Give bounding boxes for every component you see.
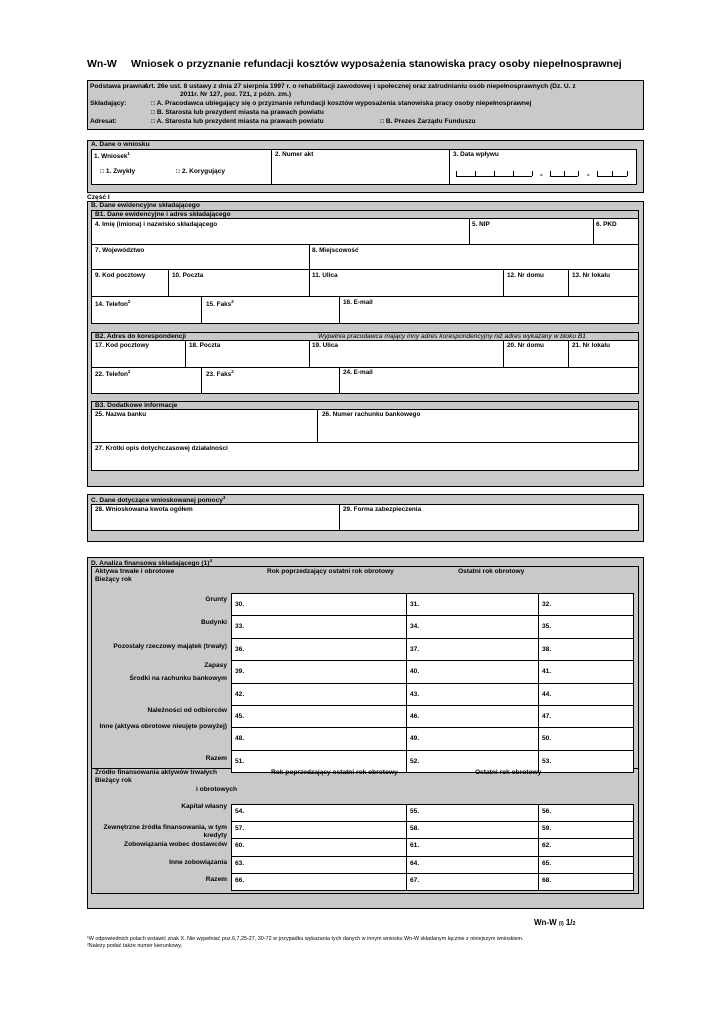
financing-cell-number: 68. xyxy=(542,876,552,884)
footnote-1: ¹W odpowiednich polach wstawić znak X. Nie wypełniać poz.6,7,25-27, 30-72 w przypadku wykazania tych danych w innym wniosku Wn-W składanym łącznie z niniejszym wnioskiem. xyxy=(87,936,524,942)
field-28-label: 28. Wnioskowana kwota ogółem xyxy=(95,506,193,513)
assets-cell[interactable] xyxy=(406,615,539,638)
assets-cell-number: 31. xyxy=(410,601,420,608)
financing-cell-number: 59. xyxy=(542,825,552,833)
financing-current-year: Bieżący rok xyxy=(95,777,132,784)
assets-cell-number: 50. xyxy=(542,735,552,743)
assets-cell-number: 51. xyxy=(235,757,245,765)
field-17-label: 17. Kod pocztowy xyxy=(95,342,149,349)
voivodeship-input[interactable] xyxy=(93,255,308,268)
section-b1-title: B1. Dane ewidencyjne i adres składającego xyxy=(92,211,638,219)
financing-cell[interactable] xyxy=(538,821,634,839)
assets-row-label: Budynki xyxy=(200,619,227,627)
assets-row-label: Należności od odbiorców xyxy=(147,707,227,714)
legal-basis-text: Art. 26e ust. 8 ustawy z dnia 27 sierpnia 1997 r. o rehabilitacji zawodowej i społecznej oraz zatrudnianiu osób niepełnosprawnych (Dz. U. z xyxy=(144,83,576,90)
assets-cell[interactable] xyxy=(406,705,539,728)
section-d xyxy=(87,557,644,909)
legal-basis-block xyxy=(87,80,644,130)
part-1-label: Część I xyxy=(87,194,110,201)
assets-row-label: Razem xyxy=(205,754,227,762)
correspondence-fax-input[interactable] xyxy=(202,377,338,392)
assets-col-previous-year: Rok poprzedzający ostatni rok obrotowy xyxy=(267,568,394,575)
section-c xyxy=(87,494,644,542)
bank-name-input[interactable] xyxy=(93,419,316,441)
financing-header: Źródło finansowania aktywów trwałych xyxy=(95,769,218,776)
correspondence-street-input[interactable] xyxy=(310,350,502,366)
field-2-label: 2. Numer akt xyxy=(275,151,314,158)
assets-cell-number: 48. xyxy=(235,735,245,743)
legal-basis-text-2: 2011r. Nr 127, poz. 721, z późn. zm.) xyxy=(180,91,292,98)
section-b2-note: Wypełnia pracodawca mający inny adres korespondencyjny niż adres wykazany w bloku B1 xyxy=(318,333,586,340)
financing-cell-number: 60. xyxy=(235,842,245,850)
field-6-label: 6. PKD xyxy=(596,221,617,228)
activity-description-input[interactable] xyxy=(93,453,637,470)
email-input[interactable] xyxy=(340,307,637,322)
financing-cell-number: 61. xyxy=(410,842,420,850)
section-b-title: B. Dane ewidencyjne składającego xyxy=(91,202,200,209)
assets-cell-number: 47. xyxy=(542,713,552,720)
field-25-label: 25. Nazwa banku xyxy=(95,411,147,418)
financing-cell[interactable] xyxy=(406,804,539,822)
assets-cell-number: 46. xyxy=(410,713,420,720)
financing-cell-number: 57. xyxy=(235,825,245,833)
addressee-option-a[interactable]: □ A. Starosta lub prezydent miasta na prawach powiatu xyxy=(151,118,324,125)
assets-cell[interactable] xyxy=(406,683,539,706)
field-21-label: 21. Nr lokalu xyxy=(572,342,611,349)
financing-cell-number: 63. xyxy=(235,859,245,867)
full-name-input[interactable] xyxy=(93,229,468,243)
correspondence-postal-code-input[interactable] xyxy=(93,350,184,366)
field-11-label: 11. Ulica xyxy=(312,272,338,279)
assets-cell[interactable] xyxy=(538,705,634,728)
field-22-label: 22. Telefon$^2$ xyxy=(95,369,131,379)
footnote-2: ²Należy podać także numer kierunkowy. xyxy=(87,943,183,949)
financing-cell[interactable] xyxy=(231,838,407,856)
field-23-label: 23. Faks$^2$ xyxy=(206,369,234,379)
assets-cell[interactable] xyxy=(231,615,407,638)
field-9-label: 9. Kod pocztowy xyxy=(95,272,146,279)
field-18-label: 18. Poczta xyxy=(189,342,221,349)
assets-cell[interactable] xyxy=(538,593,634,616)
financing-cell-number: 58. xyxy=(410,825,420,833)
assets-cell[interactable] xyxy=(538,683,634,706)
financing-cell[interactable] xyxy=(231,804,407,822)
assets-cell-number: 38. xyxy=(542,645,552,653)
field-15-label: 15. Faks$^2$ xyxy=(206,299,234,309)
assets-row-label: Pozostały rzeczowy majątek (trwały) xyxy=(113,642,227,650)
form-code: Wn-W xyxy=(87,58,117,70)
financing-cell[interactable] xyxy=(406,856,539,874)
section-b2 xyxy=(91,332,639,394)
section-c-fields xyxy=(91,504,639,531)
assets-cell-number: 44. xyxy=(542,690,552,698)
assets-cell-number: 37. xyxy=(410,645,420,653)
assets-cell[interactable] xyxy=(231,727,407,750)
assets-cell[interactable] xyxy=(231,705,407,728)
financing-cell[interactable] xyxy=(406,838,539,856)
street-input[interactable] xyxy=(310,280,502,295)
assets-cell-number: 53. xyxy=(542,757,552,765)
date-separator: - xyxy=(587,170,590,179)
financing-row-label: Razem xyxy=(205,875,227,883)
field-1-label: 1. Wniosek$^1$ xyxy=(94,151,130,161)
assets-cell-number: 32. xyxy=(542,601,552,608)
financing-col-last-year: Ostatni rok obrotowy xyxy=(475,769,542,776)
field-4-label: 4. Imię (imiona) i nazwisko składającego xyxy=(95,221,218,228)
assets-cell-number: 35. xyxy=(542,623,552,631)
financing-cell-number: 67. xyxy=(410,876,420,884)
assets-cell[interactable] xyxy=(231,683,407,706)
assets-row-label: Zapasy xyxy=(204,662,227,670)
assets-cell-number: 33. xyxy=(235,623,245,631)
financing-cell[interactable] xyxy=(231,821,407,839)
assets-cell-number: 34. xyxy=(410,623,420,631)
assets-row-label: Środki na rachunku bankowym xyxy=(129,674,227,682)
financing-cell[interactable] xyxy=(538,804,634,822)
submitter-label: Składający: xyxy=(90,100,127,107)
assets-cell-number: 41. xyxy=(542,668,552,676)
correspondence-house-number-input[interactable] xyxy=(504,350,567,366)
assets-row-label: Grunty xyxy=(205,596,227,603)
receipt-date-input[interactable] xyxy=(454,160,634,182)
collateral-form-input[interactable] xyxy=(340,514,637,529)
financing-row-label: Kapitał własny xyxy=(181,803,227,810)
submitter-option-b[interactable]: □ B. Starosta lub prezydent miasta na prawach powiatu xyxy=(151,109,324,116)
requested-amount-input[interactable] xyxy=(93,514,338,529)
field-5-label: 5. NIP xyxy=(472,221,490,228)
assets-row-label: Inne (aktywa obrotowe nieujęte powyżej) xyxy=(99,723,227,731)
phone-input[interactable] xyxy=(93,307,200,322)
bank-account-input[interactable] xyxy=(318,419,637,441)
assets-cell[interactable] xyxy=(538,660,634,683)
assets-cell-number: 43. xyxy=(410,690,420,698)
field-24-label: 24. E-mail xyxy=(343,369,373,376)
financing-header-cont: i obrotowych xyxy=(196,786,238,793)
assets-cell[interactable] xyxy=(538,727,634,750)
assets-header: Aktywa trwałe i obrotowe xyxy=(95,568,175,575)
assets-col-last-year: Ostatni rok obrotowy xyxy=(458,568,525,575)
section-d-title: D. Analiza finansowa składającego $(1)^4$ xyxy=(91,558,212,568)
assets-cell[interactable] xyxy=(538,638,634,661)
apartment-number-input[interactable] xyxy=(569,280,637,295)
financing-cell[interactable] xyxy=(231,873,407,891)
addressee-label: Adresat: xyxy=(90,118,117,125)
section-a xyxy=(87,140,644,193)
section-a-title: A. Dane o wniosku xyxy=(91,141,150,148)
financing-cell[interactable] xyxy=(406,873,539,891)
field-20-label: 20. Nr domu xyxy=(507,342,544,349)
financing-cell[interactable] xyxy=(538,856,634,874)
section-c-title: C. Dane dotyczące wnioskowanej pomocy$^3$ xyxy=(91,495,226,505)
field-29-label: 29. Forma zabezpieczenia xyxy=(343,506,422,513)
assets-cell-number: 42. xyxy=(235,690,245,698)
financing-cell[interactable] xyxy=(538,838,634,856)
financing-col-previous-year: Rok poprzedzający ostatni rok obrotowy xyxy=(271,769,398,776)
financing-cell[interactable] xyxy=(231,856,407,874)
assets-cell[interactable] xyxy=(406,593,539,616)
submitter-option-a[interactable]: □ A. Pracodawca ubiegający się o przyznanie refundacji kosztów wyposażenia stanowiska pracy osoby niepełnosprawnej xyxy=(151,100,532,107)
financing-row-label: Zobowiązania wobec dostawców xyxy=(124,841,227,849)
assets-table xyxy=(91,566,639,769)
assets-cell-number: 40. xyxy=(410,668,420,676)
assets-cell[interactable] xyxy=(538,615,634,638)
field-7-label: 7. Województwo xyxy=(95,247,145,254)
financing-table xyxy=(91,769,639,894)
assets-cell-number: 39. xyxy=(235,668,245,676)
field-8-label: 8. Miejscowość xyxy=(312,247,359,254)
financing-cell-number: 55. xyxy=(410,808,420,815)
financing-cell-number: 65. xyxy=(542,859,552,867)
request-type-normal-checkbox[interactable]: □ 1. Zwykły xyxy=(100,168,136,175)
legal-basis-label: Podstawa prawna: xyxy=(90,83,148,90)
correspondence-apartment-number-input[interactable] xyxy=(569,350,637,366)
financing-cell-number: 62. xyxy=(542,842,552,850)
assets-cell[interactable] xyxy=(231,638,407,661)
field-19-label: 19. Ulica xyxy=(312,342,338,349)
assets-cell-number: 45. xyxy=(235,713,245,720)
form-title: Wniosek o przyznanie refundacji kosztów wyposażenia stanowiska pracy osoby niepełnosprawnej xyxy=(131,58,622,70)
case-number-input[interactable] xyxy=(273,159,448,183)
section-b xyxy=(87,201,644,487)
field-16-label: 16. E-mail xyxy=(343,299,373,306)
addressee-option-b[interactable]: □ B. Prezes Zarządu Funduszu xyxy=(380,118,476,125)
section-b1 xyxy=(91,210,639,324)
financing-row-label: Zewnętrzne źródła finansowania, w tym kredyty xyxy=(103,824,227,840)
field-14-label: 14. Telefon$^2$ xyxy=(95,299,131,309)
request-type-correcting-checkbox[interactable]: □ 2. Korygujący xyxy=(176,168,226,175)
field-13-label: 13. Nr lokalu xyxy=(572,272,611,279)
section-b3-title: B3. Dodatkowe informacje xyxy=(92,402,638,410)
field-27-label: 27. Krótki opis dotychczasowej działalności xyxy=(95,445,228,452)
assets-cell[interactable] xyxy=(406,727,539,750)
nip-input[interactable] xyxy=(470,229,592,243)
financing-cell-number: 64. xyxy=(410,859,420,867)
assets-current-year: Bieżący rok xyxy=(95,576,132,583)
assets-cell[interactable] xyxy=(231,660,407,683)
city-input[interactable] xyxy=(310,255,637,268)
financing-row-label: Inne zobowiązania xyxy=(169,858,227,866)
field-26-label: 26. Numer rachunku bankowego xyxy=(322,411,421,418)
financing-cell-number: 66. xyxy=(235,876,245,884)
assets-cell[interactable] xyxy=(231,593,407,616)
section-b2-title: B2. Adres do korespondencji xyxy=(92,333,638,341)
postal-code-input[interactable] xyxy=(93,280,167,295)
assets-cell-number: 49. xyxy=(410,735,420,743)
financing-cell[interactable] xyxy=(538,873,634,891)
financing-cell-number: 54. xyxy=(235,808,245,815)
financing-cell-number: 56. xyxy=(542,808,552,815)
assets-cell-number: 52. xyxy=(410,757,420,765)
fax-input[interactable] xyxy=(202,307,338,322)
financing-cell[interactable] xyxy=(406,821,539,839)
field-10-label: 10. Poczta xyxy=(172,272,204,279)
assets-cell-number: 36. xyxy=(235,645,245,653)
assets-cell[interactable] xyxy=(406,660,539,683)
field-3-label: 3. Data wpływu xyxy=(453,151,499,158)
section-a-fields xyxy=(91,149,637,185)
date-separator: - xyxy=(540,170,543,179)
assets-cell[interactable] xyxy=(406,638,539,661)
section-b3 xyxy=(91,401,639,471)
post-office-input[interactable] xyxy=(169,280,308,295)
pkd-input[interactable] xyxy=(594,229,637,243)
correspondence-phone-input[interactable] xyxy=(93,377,200,392)
house-number-input[interactable] xyxy=(504,280,567,295)
field-12-label: 12. Nr domu xyxy=(507,272,544,279)
assets-cell-number: 30. xyxy=(235,601,245,608)
correspondence-email-input[interactable] xyxy=(340,377,637,392)
correspondence-post-office-input[interactable] xyxy=(186,350,308,366)
page-footer: Wn-W (I) 1/2 xyxy=(534,918,576,927)
